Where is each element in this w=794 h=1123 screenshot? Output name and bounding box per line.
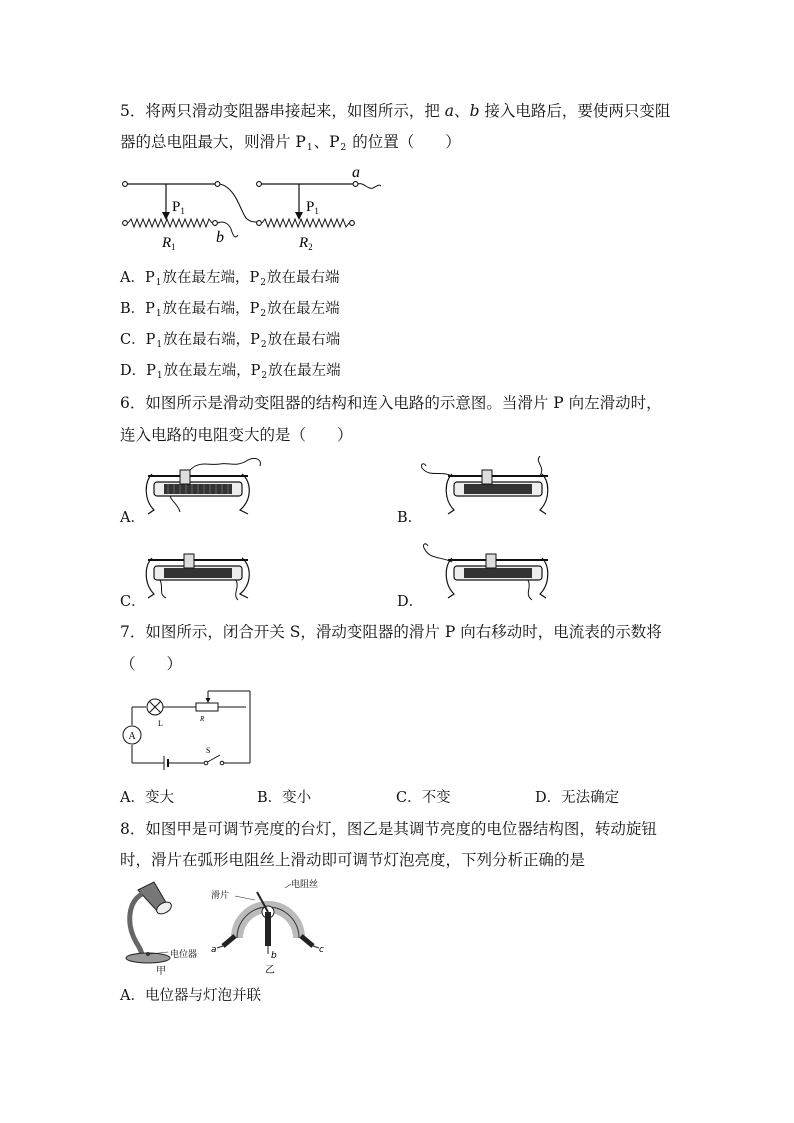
q5-option-d[interactable]: D．$P_1$放在最左端，$P_2$放在最左端: [120, 363, 341, 381]
svg-text:a: a: [352, 164, 360, 181]
q6-rheostat-b: [420, 456, 550, 522]
q8-potentiometer-figure: [205, 876, 335, 976]
svg-text:a: a: [211, 945, 217, 955]
p1-label: [172, 199, 185, 216]
q7-stem-line1: 7．如图所示，闭合开关 S，滑动变阻器的滑片 P 向右移动时，电流表的示数将: [120, 623, 662, 641]
q7-option-a[interactable]: A．变大: [120, 790, 174, 806]
svg-text:P1: $P_1$: [306, 199, 319, 216]
q6-option-d[interactable]: D．: [397, 594, 424, 610]
q6-stem-line1: 6．如图所示是滑动变阻器的结构和连入电路的示意图。当滑片 P 向左滑动时，: [120, 394, 662, 412]
q5-stem-line2: 器的总电阻最大，则滑片 P1、P2 的位置（ ）: [120, 133, 461, 153]
svg-text:电位器: 电位器: [170, 950, 198, 960]
svg-text:R: R: [200, 715, 205, 723]
svg-text:S: S: [206, 746, 211, 755]
q7-circuit-diagram: [120, 685, 256, 775]
q6-option-a[interactable]: A．: [120, 510, 145, 526]
q8-option-a[interactable]: A．电位器与灯泡并联: [120, 988, 261, 1004]
q7-option-b[interactable]: B．变小: [257, 790, 312, 806]
svg-text:R2: $R_2$: [299, 235, 313, 252]
svg-text:电阻丝: 电阻丝: [291, 880, 319, 890]
q6-option-c[interactable]: C．: [120, 594, 146, 610]
q6-rheostat-d: [420, 540, 550, 606]
svg-text:b: b: [271, 951, 277, 961]
q5-series-rheostats-figure: [118, 162, 388, 256]
svg-text:乙: 乙: [265, 965, 275, 976]
q8-stem-line2: 时，滑片在弧形电阻丝上滑动即可调节灯泡亮度，下列分析正确的是: [120, 851, 586, 869]
q5-stem-line1: 5．将两只滑动变阻器串接起来，如图所示，把 a、b 接入电路后，要使两只变阻: [120, 102, 671, 120]
q5-option-a[interactable]: A．$P_1$放在最左端，$P_2$放在最右端: [120, 270, 340, 288]
q8-stem-line1: 8．如图甲是可调节亮度的台灯，图乙是其调节亮度的电位器结构图，转动旋钮: [120, 820, 657, 838]
q5-option-c[interactable]: C．$P_1$放在最右端，$P_2$放在最右端: [120, 332, 341, 350]
q5-option-b[interactable]: B．$P_1$放在最右端，$P_2$放在最左端: [120, 301, 340, 319]
svg-text:L: L: [158, 719, 163, 728]
q7-stem-line2: （ ）: [120, 655, 183, 673]
q6-rheostat-c: [140, 540, 270, 606]
svg-text:b: b: [216, 229, 224, 246]
svg-text:滑片: 滑片: [211, 891, 230, 901]
q7-option-c[interactable]: C．不变: [396, 790, 451, 806]
svg-text:R1: $R_1$: [162, 235, 176, 252]
q6-option-b[interactable]: B．: [397, 510, 423, 526]
q7-option-d[interactable]: D．无法确定: [535, 790, 620, 806]
svg-text:甲: 甲: [156, 966, 166, 976]
q8-desk-lamp-figure: [120, 878, 212, 976]
q6-rheostat-a: [140, 456, 270, 522]
svg-text:A: A: [128, 731, 136, 742]
q6-stem-line2: 连入电路的电阻变大的是（ ）: [120, 426, 353, 444]
svg-text:c: c: [319, 945, 324, 955]
svg-text:P1: $P_1$: [172, 199, 185, 216]
